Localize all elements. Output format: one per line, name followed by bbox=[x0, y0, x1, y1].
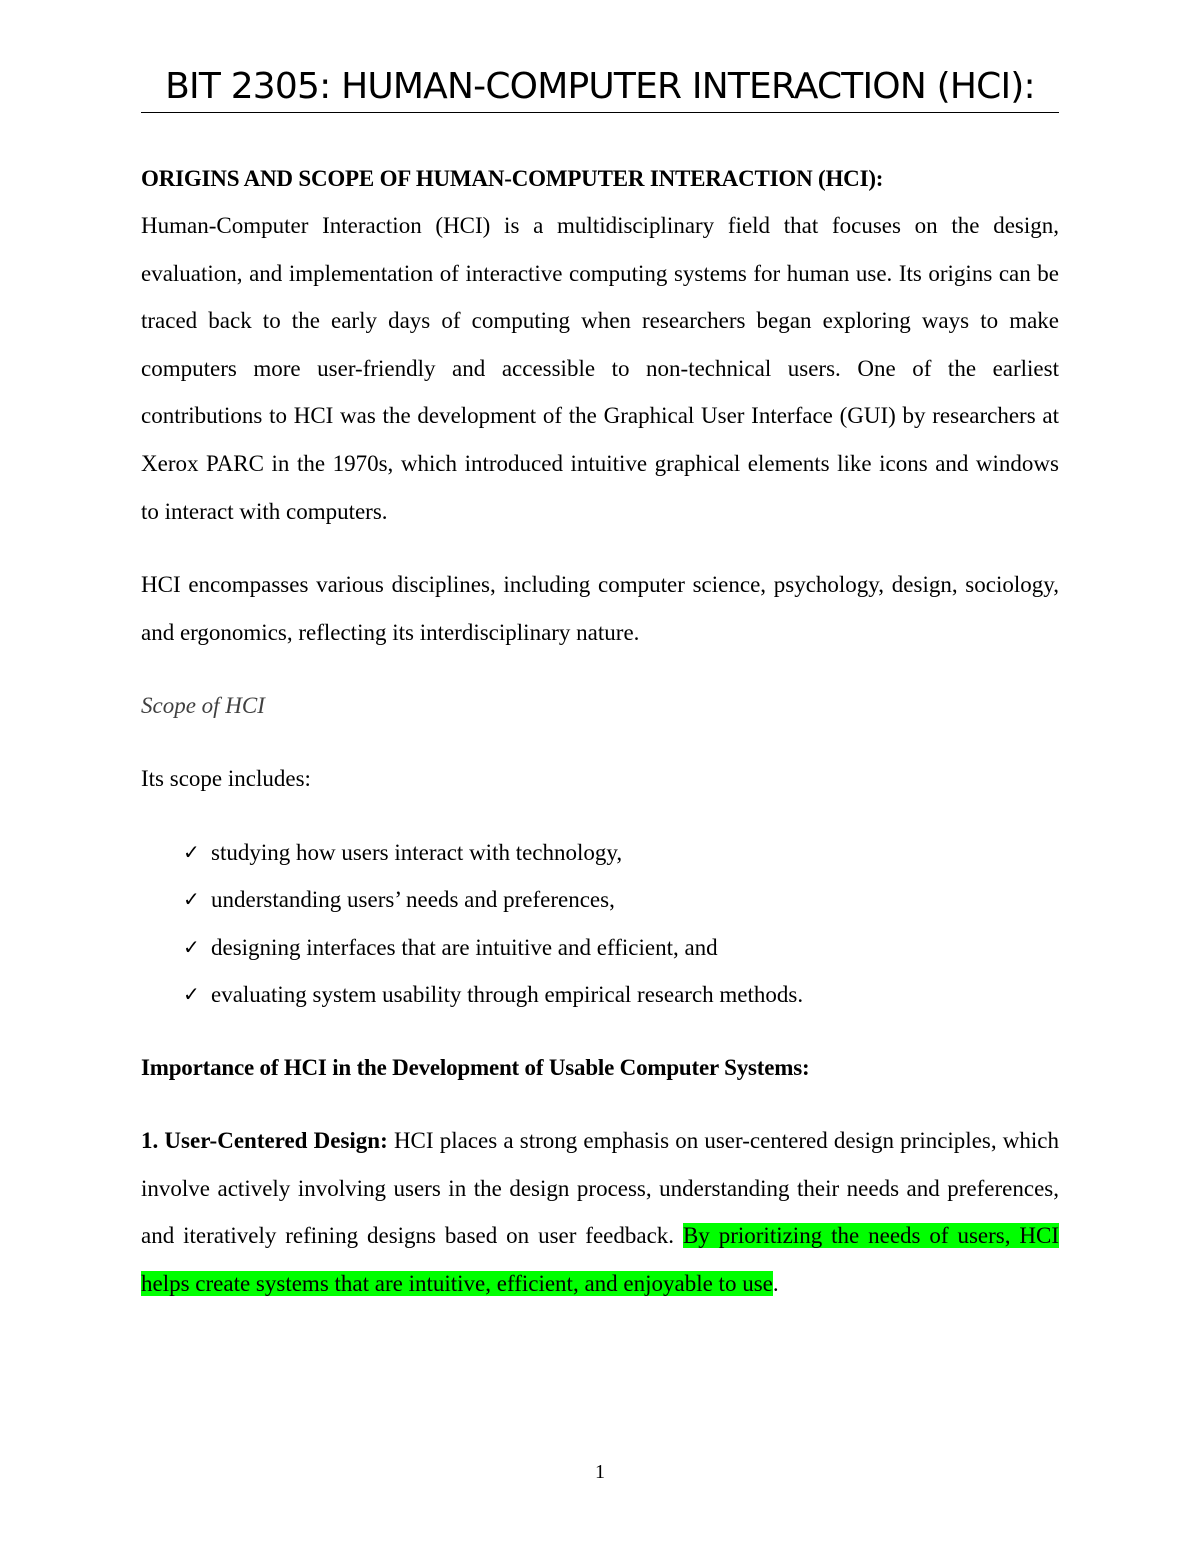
checkmark-icon: ✓ bbox=[183, 887, 200, 912]
page-number: 1 bbox=[595, 1461, 605, 1483]
page-header bbox=[141, 62, 1059, 113]
scope-item-text: evaluating system usability through empirical research methods. bbox=[211, 981, 804, 1007]
scope-item-text: designing interfaces that are intuitive and efficient, and bbox=[211, 934, 718, 960]
importance-heading: Importance of HCI in the Development of Usable Computer Systems: bbox=[141, 1055, 810, 1081]
scope-list-item bbox=[183, 924, 1059, 971]
scope-item-text: studying how users interact with technology, bbox=[211, 839, 623, 865]
checkmark-icon: ✓ bbox=[183, 839, 200, 864]
checkmark-icon: ✓ bbox=[183, 981, 200, 1006]
user-centered-text: HCI places a strong emphasis on user-centered design principles, which involve actively involving users in the design process, understanding their needs and preferences, and iteratively refining designs based on user feedback. bbox=[141, 1128, 1059, 1249]
disciplines-paragraph: HCI encompasses various disciplines, including computer science, psychology, design, sociology, and ergonomics, reflecting its interdisciplinary nature. bbox=[141, 572, 1059, 645]
scope-item-text: understanding users’ needs and preferences, bbox=[211, 887, 615, 913]
origins-paragraph: Human-Computer Interaction (HCI) is a multidisciplinary field that focuses on the design, evaluation, and implementation of interactive computing systems for human use. Its origins can be traced back to the early days of computing when researchers began exploring ways to make computers more user-friendly and accessible to non-technical users. One of the earliest contributions to HCI was the development of the Graphical User Interface (GUI) by researchers at Xerox PARC in the 1970s, which introduced intuitive graphical elements like icons and windows to interact with computers. bbox=[141, 213, 1059, 524]
checkmark-icon: ✓ bbox=[183, 934, 200, 959]
scope-list bbox=[141, 829, 1059, 1018]
scope-intro: Its scope includes: bbox=[141, 766, 311, 792]
scope-list-item bbox=[183, 829, 1059, 876]
header-title: BIT 2305: HUMAN-COMPUTER INTERACTION (HCI): bbox=[165, 66, 1035, 107]
section-heading-origins: ORIGINS AND SCOPE OF HUMAN-COMPUTER INTERACTION (HCI): bbox=[141, 166, 884, 191]
user-centered-paragraph bbox=[141, 1117, 1059, 1307]
highlighted-text: By prioritizing the needs of users, HCI helps create systems that are intuitive, efficient, and enjoyable to use bbox=[141, 1223, 1059, 1296]
document-body bbox=[141, 155, 1059, 1308]
scope-heading: Scope of HCI bbox=[141, 693, 265, 719]
user-centered-label: 1. User-Centered Design: bbox=[141, 1128, 388, 1154]
sentence-end: . bbox=[772, 1270, 779, 1296]
scope-list-item bbox=[183, 876, 1059, 923]
scope-list-item bbox=[183, 971, 1059, 1018]
